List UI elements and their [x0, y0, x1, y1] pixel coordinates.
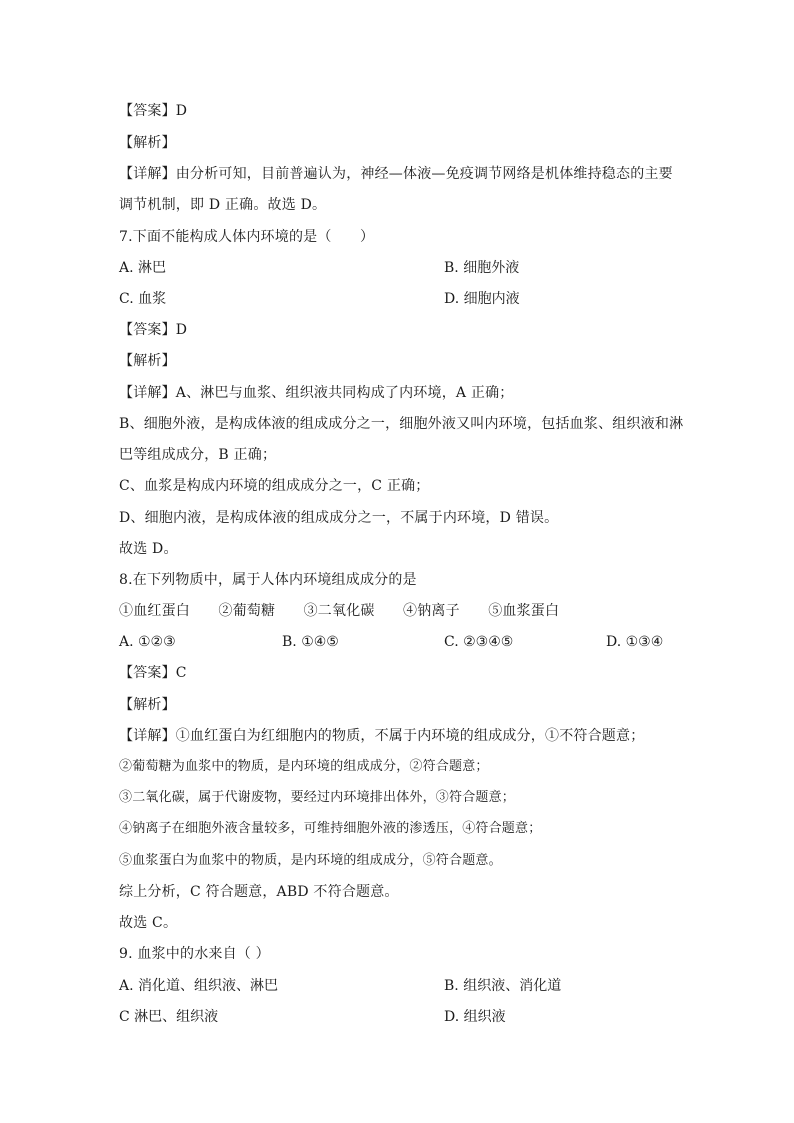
q9-option-a: A. 消化道、组织液、淋巴	[119, 978, 279, 994]
explanation-text: B、细胞外液，是构成体液的组成成分之一，细胞外液又叫内环境，包括血浆、组织液和淋	[119, 416, 684, 432]
q8-option-d: D. ①③④	[606, 634, 664, 650]
answer-label: 【答案】C	[119, 665, 187, 681]
q9-option-d: D. 组织液	[444, 1009, 506, 1025]
explanation-text: 巴等组成成分，B 正确；	[119, 447, 277, 463]
q8-option-c: C. ②③④⑤	[444, 634, 514, 650]
q7-option-b: B. 细胞外液	[444, 260, 520, 276]
q9-option-c: C 淋巴、组织液	[119, 1009, 219, 1025]
analysis-label: 【解析】	[119, 353, 176, 369]
explanation-text: ②葡萄糖为血浆中的物质，是内环境的组成成分，②符合题意；	[119, 759, 489, 774]
explanation-text: 【详解】由分析可知，目前普遍认为，神经—体液—免疫调节网络是机体维持稳态的主要	[119, 166, 673, 182]
q8-option-b: B. ①④⑤	[282, 634, 339, 650]
explanation-text: 调节机制，即 D 正确。故选 D。	[119, 197, 327, 213]
analysis-label: 【解析】	[119, 697, 176, 713]
q7-option-d: D. 细胞内液	[444, 291, 520, 307]
answer-label: 【答案】D	[119, 322, 188, 338]
q9-option-b: B. 组织液、消化道	[444, 978, 562, 994]
explanation-text: 【详解】①血红蛋白为红细胞内的物质，不属于内环境的组成成分，①不符合题意；	[119, 728, 645, 744]
q8-items: ①血红蛋白 ②葡萄糖 ③二氧化碳 ④钠离子 ⑤血浆蛋白	[119, 603, 560, 619]
explanation-text: 【详解】A、淋巴与血浆、组织液共同构成了内环境，A 正确；	[119, 385, 514, 401]
explanation-text: ③二氧化碳，属于代谢废物，要经过内环境排出体外，③符合题意；	[119, 790, 516, 805]
explanation-text: ⑤血浆蛋白为血浆中的物质，是内环境的组成成分，⑤符合题意。	[119, 853, 502, 868]
explanation-text: D、细胞内液，是构成体液的组成成分之一，不属于内环境，D 错误。	[119, 510, 559, 526]
question-8: 8.在下列物质中，属于人体内环境组成成分的是	[119, 572, 417, 588]
question-9: 9. 血浆中的水来自（ ）	[119, 946, 270, 962]
explanation-text: C、血浆是构成内环境的组成成分之一，C 正确；	[119, 478, 430, 494]
conclusion-text: 故选 C。	[119, 915, 178, 931]
analysis-label: 【解析】	[119, 135, 176, 151]
summary-text: 综上分析，C 符合题意，ABD 不符合题意。	[119, 884, 399, 900]
explanation-text: ④钠离子在细胞外液含量较多，可维持细胞外液的渗透压，④符合题意；	[119, 821, 542, 836]
q7-option-a: A. 淋巴	[119, 260, 167, 276]
q7-option-c: C. 血浆	[119, 291, 167, 307]
question-7: 7.下面不能构成人体内环境的是（ ）	[119, 229, 375, 245]
q8-option-a: A. ①②③	[119, 634, 176, 650]
conclusion-text: 故选 D。	[119, 541, 178, 557]
answer-label: 【答案】D	[119, 103, 188, 119]
